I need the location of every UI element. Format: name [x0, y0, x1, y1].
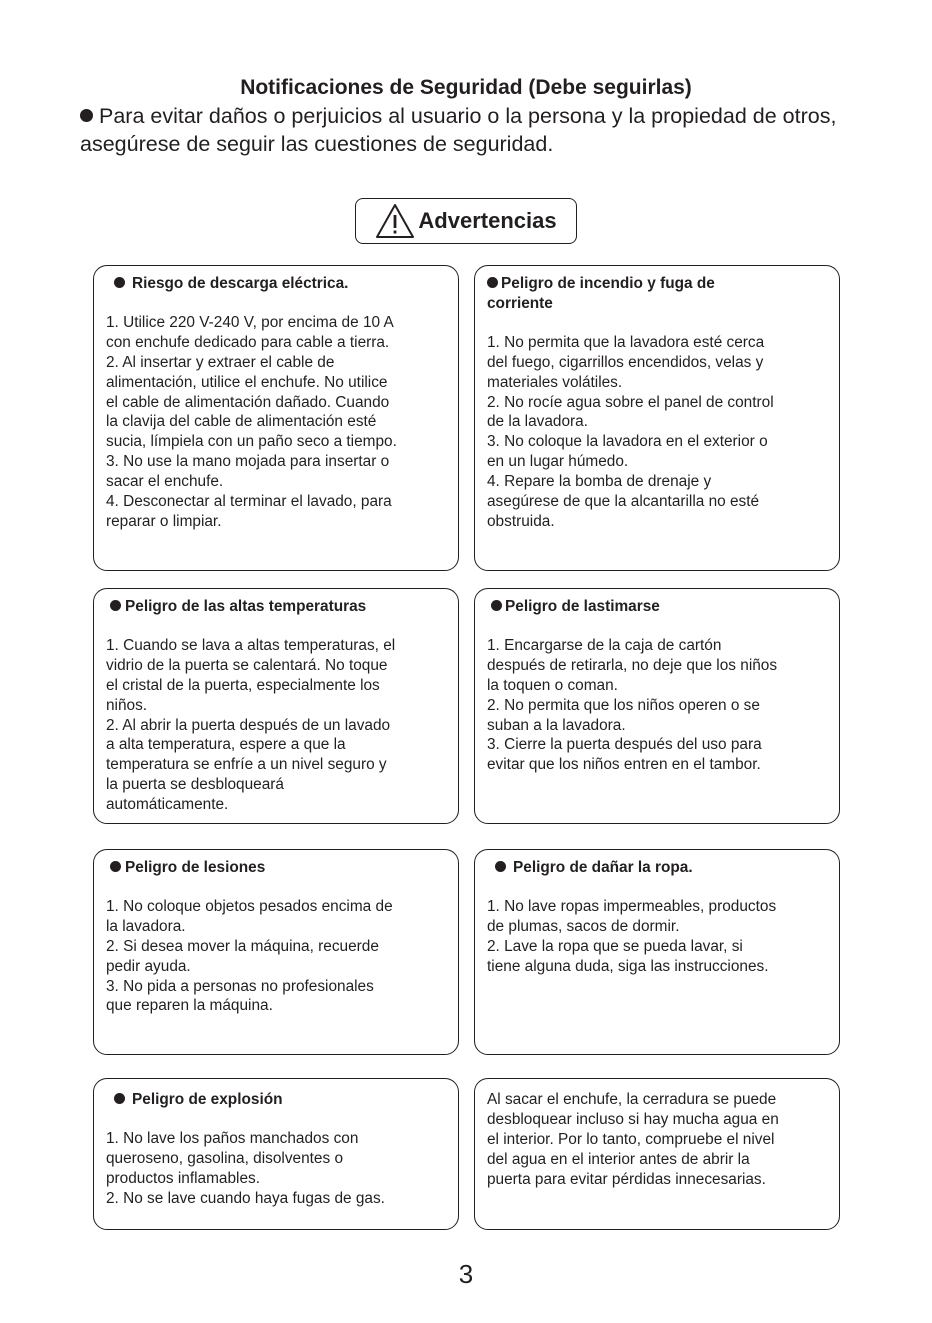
box-line: alimentación, utilice el enchufe. No utilice: [106, 373, 388, 391]
box-line: del fuego, cigarrillos encendidos, velas y: [487, 353, 764, 371]
safety-box-injuries: [93, 849, 459, 1055]
box-line: la clavija del cable de alimentación esté: [106, 413, 377, 431]
box-line: 1. No permita que la lavadora esté cerca: [487, 333, 765, 351]
box-line: 2. No se lave cuando haya fugas de gas.: [106, 1189, 385, 1207]
box-line: 2. Al insertar y extraer el cable de: [106, 353, 335, 371]
box-line: queroseno, gasolina, disolventes o: [106, 1149, 344, 1167]
box-line: productos inflamables.: [106, 1169, 260, 1187]
box-line: evitar que los niños entren en el tambor.: [487, 756, 761, 774]
box-line: 4. Repare la bomba de drenaje y: [487, 473, 712, 491]
page-title: Notificaciones de Seguridad (Debe seguirlas): [240, 76, 692, 99]
box-line: materiales volátiles.: [487, 373, 623, 391]
box-items: [487, 333, 827, 532]
warning-triangle-icon: [375, 203, 415, 239]
warnings-label: Advertencias: [418, 208, 557, 233]
box-heading: Peligro de lastimarse: [487, 597, 827, 617]
box-line: 1. No lave los paños manchados con: [106, 1129, 359, 1147]
box-line: después de retirarla, no deje que los niños: [487, 656, 778, 674]
box-line: sacar el enchufe.: [106, 473, 224, 491]
box-line: 2. No rocíe agua sobre el panel de control: [487, 393, 774, 411]
box-line: 1. No coloque objetos pesados encima de: [106, 897, 393, 915]
box-line: a alta temperatura, espere a que la: [106, 736, 346, 754]
bullet-icon: [114, 1093, 125, 1104]
box-line: Al sacar el enchufe, la cerradura se puede: [487, 1091, 777, 1108]
box-line: que reparen la máquina.: [106, 997, 273, 1015]
box-heading: Riesgo de descarga eléctrica.: [106, 274, 446, 294]
box-line: 1. Encargarse de la caja de cartón: [487, 636, 722, 654]
box-line: 2. No permita que los niños operen o se: [487, 696, 760, 714]
page-number: 3: [458, 1259, 474, 1289]
box-items: [487, 897, 827, 977]
box-line: 1. No lave ropas impermeables, productos: [487, 897, 777, 915]
box-line: tiene alguna duda, siga las instrucciones.: [487, 957, 769, 975]
box-line: la toquen o coman.: [487, 676, 618, 694]
box-line: de plumas, sacos de dormir.: [487, 917, 680, 935]
box-line: 3. No coloque la lavadora en el exterior o: [487, 433, 768, 451]
bullet-icon: [114, 277, 125, 288]
box-line: vidrio de la puerta se calentará. No toque: [106, 656, 388, 674]
box-line: temperatura se enfríe a un nivel seguro y: [106, 756, 387, 774]
box-items: [487, 1090, 827, 1190]
box-line: niños.: [106, 696, 148, 714]
box-line: del agua en el interior antes de abrir la: [487, 1150, 750, 1168]
box-line: el cable de alimentación dañado. Cuando: [106, 393, 390, 411]
box-items: [106, 897, 446, 1016]
box-line: obstruida.: [487, 512, 555, 530]
bullet-icon: [110, 861, 121, 872]
box-line: sucia, límpiela con un paño seco a tiempo.: [106, 433, 397, 451]
bullet-icon: [110, 600, 121, 611]
box-line: 2. Al abrir la puerta después de un lavado: [106, 716, 391, 734]
box-heading: Peligro de dañar la ropa.: [487, 858, 827, 878]
bullet-icon: [487, 277, 498, 288]
box-line: 3. No use la mano mojada para insertar o: [106, 453, 390, 471]
safety-box-high-temperature: [93, 588, 459, 824]
box-line: 1. Cuando se lava a altas temperaturas, el: [106, 636, 396, 654]
box-line: puerta para evitar pérdidas innecesarias.: [487, 1170, 766, 1188]
intro-text: Para evitar daños o perjuicios al usuario o la persona y la propiedad de otros, asegúrese de seguir las cuestiones de seguridad.: [80, 104, 837, 156]
safety-box-clothing-damage: [474, 849, 840, 1055]
box-line: 2. Si desea mover la máquina, recuerde: [106, 937, 379, 955]
box-heading: Peligro de incendio y fuga de corriente: [487, 275, 715, 312]
box-line: de la lavadora.: [487, 413, 588, 431]
box-line: pedir ayuda.: [106, 957, 191, 975]
box-line: desbloquear incluso si hay mucha agua en: [487, 1110, 779, 1128]
box-line: la lavadora.: [106, 917, 186, 935]
safety-box-explosion: [93, 1078, 459, 1230]
box-heading: Peligro de explosión: [106, 1090, 446, 1110]
safety-box-fire-leak: [474, 265, 840, 571]
box-items: [106, 1129, 446, 1209]
box-line: el cristal de la puerta, especialmente los: [106, 676, 380, 694]
box-line: el interior. Por lo tanto, compruebe el nivel: [487, 1130, 775, 1148]
safety-box-electric-shock: [93, 265, 459, 571]
box-heading: Peligro de las altas temperaturas: [106, 597, 446, 617]
box-line: 1. Utilice 220 V-240 V, por encima de 10 A: [106, 313, 394, 331]
warnings-badge: [355, 198, 577, 244]
safety-box-door-lock-note: [474, 1078, 840, 1230]
box-line: suban a la lavadora.: [487, 716, 626, 734]
box-items: [487, 636, 827, 775]
bullet-icon: [80, 109, 93, 122]
box-line: la puerta se desbloqueará: [106, 776, 284, 794]
box-line: 2. Lave la ropa que se pueda lavar, si: [487, 937, 743, 955]
box-items: [106, 313, 446, 532]
box-line: en un lugar húmedo.: [487, 453, 629, 471]
box-line: con enchufe dedicado para cable a tierra.: [106, 333, 390, 351]
box-line: 4. Desconectar al terminar el lavado, para: [106, 493, 392, 511]
box-heading: Peligro de lesiones: [106, 858, 446, 878]
box-line: automáticamente.: [106, 796, 229, 814]
box-line: reparar o limpiar.: [106, 512, 222, 530]
bullet-icon: [495, 861, 506, 872]
bullet-icon: [491, 600, 502, 611]
box-line: asegúrese de que la alcantarilla no esté: [487, 493, 760, 511]
safety-box-injury-children: [474, 588, 840, 824]
box-items: [106, 636, 446, 815]
box-line: 3. No pida a personas no profesionales: [106, 977, 374, 995]
intro-paragraph: [80, 102, 850, 158]
box-line: 3. Cierre la puerta después del uso para: [487, 736, 762, 754]
